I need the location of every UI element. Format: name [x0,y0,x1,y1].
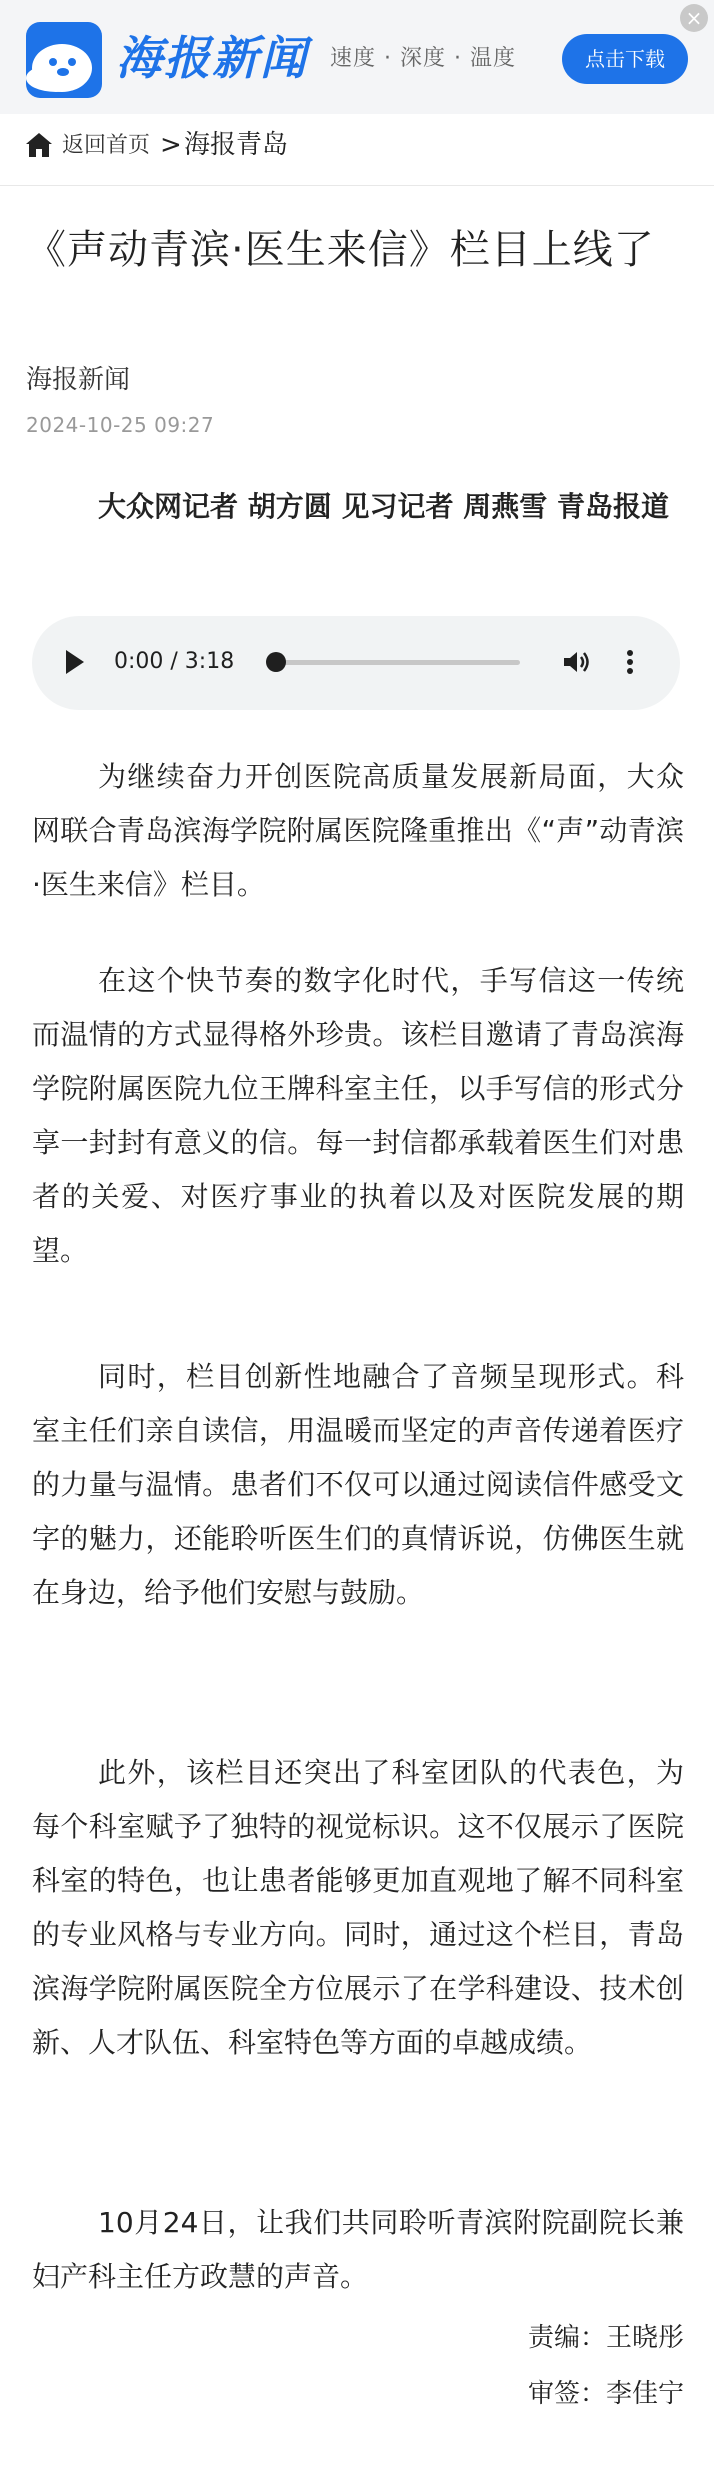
seal-logo-icon [26,22,102,98]
audio-time: 0:00 / 3:18 [114,649,235,674]
article-byline: 大众网记者 胡方圆 见习记者 周燕雪 青岛报道 [98,490,669,523]
editor-credit: 责编：王晓彤 [527,2323,684,2353]
play-icon[interactable] [66,650,84,674]
brand-slogan: 速度 · 深度 · 温度 [330,46,516,71]
audio-progress-track[interactable] [276,660,520,665]
home-icon[interactable] [24,130,54,160]
reviewer-credit: 审签：李佳宁 [527,2379,684,2409]
close-icon[interactable]: × [680,4,708,32]
brand-name: 海报新闻 [116,31,308,85]
article-paragraph: 10月24日，让我们共同聆听青滨附院副院长兼妇产科主任方政慧的声音。 [32,2206,684,2293]
article-date: 2024-10-25 09:27 [26,413,215,437]
breadcrumb-current[interactable]: 海报青岛 [184,130,289,160]
article-paragraph: 在这个快节奏的数字化时代，手写信这一传统而温情的方式显得格外珍贵。该栏目邀请了青岛滨海学院附属医院九位王牌科室主任，以手写信的形式分享一封封有意义的信。每一封信都承载着医生们对患者的关爱、对医疗事业的执着以及对医院发展的期望。 [32,964,684,1267]
more-vert-icon[interactable] [624,646,636,678]
article-title: 《声动青滨·医生来信》栏目上线了 [26,227,655,273]
back-home-link[interactable]: 返回首页 [62,133,151,158]
article-paragraph: 为继续奋力开创医院高质量发展新局面，大众网联合青岛滨海学院附属医院隆重推出《“声”动青滨·医生来信》栏目。 [32,760,684,901]
article-source: 海报新闻 [26,365,131,395]
volume-icon[interactable] [560,646,592,678]
breadcrumb-separator: > [160,130,182,160]
audio-progress-thumb[interactable] [266,652,286,672]
download-button[interactable]: 点击下载 [562,34,688,84]
article-paragraph: 同时，栏目创新性地融合了音频呈现形式。科室主任们亲自读信，用温暖而坚定的声音传递着医疗的力量与温情。患者们不仅可以通过阅读信件感受文字的魅力，还能聆听医生们的真情诉说，仿佛医生就在身边，给予他们安慰与鼓励。 [32,1360,684,1609]
article-paragraph: 此外，该栏目还突出了科室团队的代表色，为每个科室赋予了独特的视觉标识。这不仅展示了医院科室的特色，也让患者能够更加直观地了解不同科室的专业风格与专业方向。同时，通过这个栏目，青岛滨海学院附属医院全方位展示了在学科建设、技术创新、人才队伍、科室特色等方面的卓越成绩。 [32,1756,684,2059]
